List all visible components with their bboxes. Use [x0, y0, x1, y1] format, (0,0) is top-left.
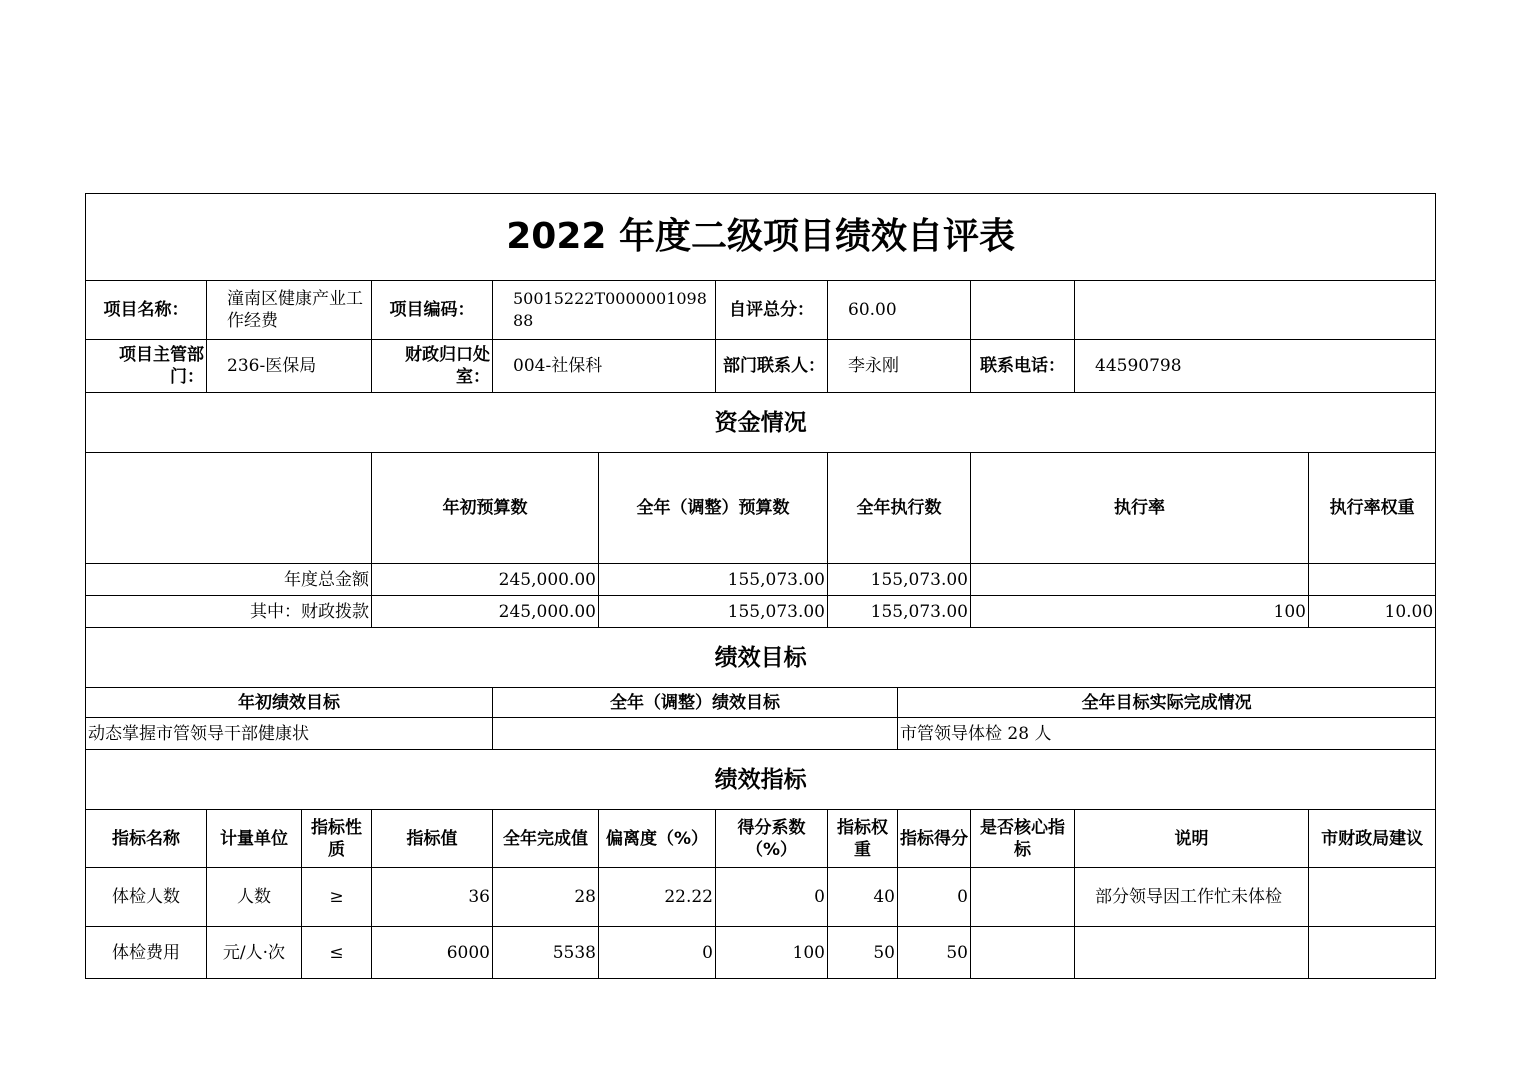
funds-row-label: 其中：财政拨款	[86, 596, 372, 628]
ind-header: 指标值	[372, 810, 493, 868]
ind-coef: 0	[716, 868, 828, 927]
col-header: 年初预算数	[372, 453, 599, 564]
ind-deviation: 0	[599, 927, 716, 979]
empty-header-cell	[86, 453, 372, 564]
goals-section-title: 绩效目标	[86, 628, 1436, 688]
indicators-section-title: 绩效指标	[86, 750, 1436, 810]
funds-initial: 245,000.00	[372, 564, 599, 596]
ind-weight: 50	[828, 927, 898, 979]
goal-header: 全年目标实际完成情况	[898, 688, 1436, 718]
score-label: 自评总分：	[716, 281, 828, 340]
funds-adjusted: 155,073.00	[599, 596, 828, 628]
col-header: 执行率	[971, 453, 1309, 564]
score-value: 60.00	[828, 281, 971, 340]
ind-header: 市财政局建议	[1309, 810, 1436, 868]
project-code-label: 项目编码：	[372, 281, 493, 340]
goal-header: 年初绩效目标	[86, 688, 493, 718]
contact-value: 李永刚	[828, 340, 971, 393]
ind-weight: 40	[828, 868, 898, 927]
funds-adjusted: 155,073.00	[599, 564, 828, 596]
funds-section-title: 资金情况	[86, 393, 1436, 453]
col-header: 全年（调整）预算数	[599, 453, 828, 564]
col-header: 执行率权重	[1309, 453, 1436, 564]
ind-header: 偏离度（%）	[599, 810, 716, 868]
ind-header: 指标性质	[302, 810, 372, 868]
empty-cell	[971, 281, 1075, 340]
self-evaluation-table	[85, 193, 1436, 979]
col-header: 全年执行数	[828, 453, 971, 564]
ind-unit: 人数	[207, 868, 302, 927]
goal-initial: 动态掌握市管领导干部健康状	[86, 718, 493, 750]
ind-value: 36	[372, 868, 493, 927]
dept-value: 236-医保局	[207, 340, 372, 393]
finance-label: 财政归口处室：	[372, 340, 493, 393]
ind-note	[1075, 927, 1309, 979]
ind-header: 指标名称	[86, 810, 207, 868]
funds-weight: 10.00	[1309, 596, 1436, 628]
ind-header: 全年完成值	[493, 810, 599, 868]
goal-actual: 市管领导体检 28 人	[898, 718, 1436, 750]
funds-row-label: 年度总金额	[86, 564, 372, 596]
project-name-label: 项目名称：	[86, 281, 207, 340]
ind-unit: 元/人·次	[207, 927, 302, 979]
ind-name: 体检人数	[86, 868, 207, 927]
ind-advice	[1309, 868, 1436, 927]
funds-executed: 155,073.00	[828, 596, 971, 628]
funds-rate	[971, 564, 1309, 596]
funds-rate: 100	[971, 596, 1309, 628]
funds-initial: 245,000.00	[372, 596, 599, 628]
ind-header: 指标得分	[898, 810, 971, 868]
funds-executed: 155,073.00	[828, 564, 971, 596]
ind-header: 说明	[1075, 810, 1309, 868]
ind-header: 指标权重	[828, 810, 898, 868]
phone-label: 联系电话：	[971, 340, 1075, 393]
ind-core	[971, 868, 1075, 927]
ind-header: 是否核心指标	[971, 810, 1075, 868]
contact-label: 部门联系人：	[716, 340, 828, 393]
ind-score: 50	[898, 927, 971, 979]
ind-done: 28	[493, 868, 599, 927]
ind-core	[971, 927, 1075, 979]
empty-cell	[1075, 281, 1436, 340]
funds-weight	[1309, 564, 1436, 596]
ind-header: 得分系数（%）	[716, 810, 828, 868]
phone-value: 44590798	[1075, 340, 1436, 393]
ind-nature: ≥	[302, 868, 372, 927]
ind-header: 计量单位	[207, 810, 302, 868]
ind-name: 体检费用	[86, 927, 207, 979]
project-code-value: 50015222T000000109888	[493, 281, 716, 340]
ind-nature: ≤	[302, 927, 372, 979]
ind-coef: 100	[716, 927, 828, 979]
finance-value: 004-社保科	[493, 340, 716, 393]
ind-score: 0	[898, 868, 971, 927]
ind-note: 部分领导因工作忙未体检	[1075, 868, 1309, 927]
page-title: 2022 年度二级项目绩效自评表	[86, 194, 1436, 281]
ind-deviation: 22.22	[599, 868, 716, 927]
ind-value: 6000	[372, 927, 493, 979]
ind-advice	[1309, 927, 1436, 979]
project-name-value: 潼南区健康产业工作经费	[207, 281, 372, 340]
goal-adjusted	[493, 718, 898, 750]
ind-done: 5538	[493, 927, 599, 979]
goal-header: 全年（调整）绩效目标	[493, 688, 898, 718]
dept-label: 项目主管部门：	[86, 340, 207, 393]
